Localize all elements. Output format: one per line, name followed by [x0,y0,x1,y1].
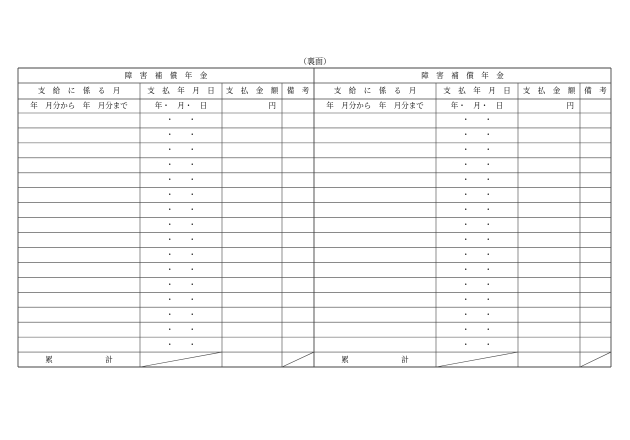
date-dots: ・ ・ [166,160,196,170]
date-dots: ・ ・ [166,145,196,155]
header-period-right: 支 給 に 係 る 月 [333,86,417,95]
date-dots: ・ ・ [462,130,492,140]
date-dots: ・ ・ [166,235,196,244]
header-period-left: 支 給 に 係 る 月 [37,86,121,95]
total-diagonal [436,352,518,367]
total-diagonal [140,352,222,367]
date-dots: ・ ・ [166,309,196,319]
header-notes-left: 備 考 [286,86,310,95]
date-dots: ・ ・ [462,145,492,155]
date-dots: ・ ・ [462,249,492,259]
date-dots: ・ ・ [462,309,492,319]
page-caption: （裏面） [299,57,331,66]
section-title-right: 障 害 補 償 年 金 [421,70,504,80]
date-dots: ・ ・ [166,324,196,334]
date-dots: ・ ・ [462,294,492,304]
section-title-left: 障 害 補 償 年 金 [124,70,208,80]
total-label-right: 累 計 [341,354,409,364]
header-paid-date-left: 支 払 年 月 日 [147,86,215,95]
first-row-period-left: 年 月分から 年 月分まで [30,101,128,110]
date-dots: ・ ・ [166,175,196,185]
date-dots: ・ ・ [462,190,492,200]
date-dots: ・ ・ [462,205,492,215]
date-dots: ・ ・ [462,115,492,125]
header-amount-right: 支 払 金 額 [522,86,576,95]
total-label-left: 累 計 [45,354,113,364]
date-dots: ・ ・ [166,190,196,200]
date-dots: ・ ・ [462,279,492,289]
date-dots: ・ ・ [166,130,196,140]
first-row-paid-date-left: 年・ 月・ 日 [154,101,208,110]
date-dots: ・ ・ [462,235,492,244]
date-dots: ・ ・ [166,205,196,215]
date-dots: ・ ・ [166,220,196,230]
date-dots: ・ ・ [462,264,492,274]
first-row-paid-date-right: 年・ 月・ 日 [450,101,504,110]
date-dots: ・ ・ [462,339,492,349]
date-dots: ・ ・ [166,339,196,349]
date-dots: ・ ・ [462,324,492,334]
date-dots: ・ ・ [166,249,196,259]
date-dots: ・ ・ [166,115,196,125]
first-row-amount-right: 円 [566,101,574,110]
date-dots: ・ ・ [166,294,196,304]
first-row-period-right: 年 月分から 年 月分まで [326,101,424,110]
first-row-amount-left: 円 [268,101,276,110]
date-dots: ・ ・ [462,160,492,170]
header-notes-right: 備 考 [584,86,607,95]
date-dots: ・ ・ [166,264,196,274]
total-diagonal [282,352,314,367]
header-paid-date-right: 支 払 年 月 日 [443,86,511,95]
date-dots: ・ ・ [462,220,492,230]
header-amount-left: 支 払 金 額 [225,86,279,95]
date-dots: ・ ・ [462,175,492,185]
total-diagonal [580,352,611,367]
date-dots: ・ ・ [166,279,196,289]
